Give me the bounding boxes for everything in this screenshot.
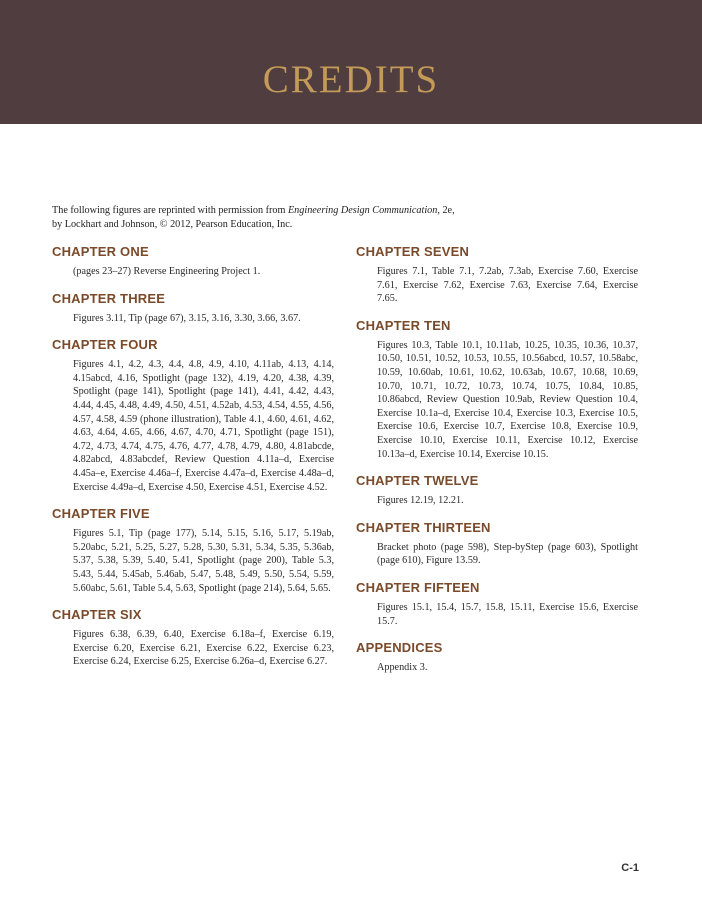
chapter-credits: Figures 3.11, Tip (page 67), 3.15, 3.16, 3.30, 3.66, 3.67. [73, 312, 301, 324]
right-column [356, 244, 638, 687]
chapter-section [356, 520, 638, 568]
chapter-section [52, 506, 334, 595]
chapter-heading: CHAPTER ONE [52, 244, 149, 259]
book-title: Engineering Design Communication [287, 205, 438, 216]
chapter-heading: CHAPTER FOUR [52, 337, 158, 353]
chapter-credits: Figures 6.38, 6.39, 6.40, Exercise 6.18a–f, Exercise 6.19, Exercise 6.20, Exercise 6.21, Exercise 6.22, Exercise 6.23, Exercise 6.24, Exercise 6.25, Exercise 6.26a–d, Exercise 6.27. [73, 629, 334, 668]
chapter-credits: Figures 10.3, Table 10.1, 10.11ab, 10.25, 10.35, 10.36, 10.37, 10.50, 10.51, 10.52, 10.53, 10.55, 10.56abcd, 10.57, 10.58abc, 10.59, 10.60ab, 10.61, 10.62, 10.63ab, 10.67, 10.68, 10.69, 10.70, 10.71, 10.72, 10.73, 10.74, 10.75, 10.84, 10.85, 10.86abcd, Review Question 10.9ab, Review Question 10.4, Exercise 10.1a–d, Exercise 10.4, Exercise 10.3, Exercise 10.5, Exercise 10.6, Exercise 10.7, Exercise 10.8, Exercise 10.9, Exercise 10.10, Exercise 10.11, Exercise 10.12, Exercise 10.13a–d, Exercise 10.14, Exercise 10.15. [377, 339, 638, 460]
left-column [52, 244, 334, 681]
chapter-section [52, 244, 334, 279]
chapter-heading: CHAPTER TEN [356, 317, 451, 333]
chapter-section [356, 640, 638, 675]
chapter-heading: CHAPTER THIRTEEN [356, 519, 491, 535]
chapter-section [356, 580, 638, 628]
chapter-section [356, 244, 638, 306]
chapter-credits: (pages 23–27) Reverse Engineering Project 1. [73, 266, 261, 277]
intro-text-edition: , 2e, [437, 205, 455, 216]
chapter-credits: Bracket photo (page 598), Step-byStep (page 603), Spotlight (page 610), Figure 13.59. [377, 541, 638, 567]
chapter-heading: CHAPTER FIVE [52, 506, 150, 522]
chapter-credits: Appendix 3. [377, 662, 428, 674]
chapter-section [356, 318, 638, 461]
chapter-heading: CHAPTER FIFTEEN [356, 579, 480, 595]
page-title: CREDITS [262, 58, 440, 101]
chapter-heading: CHAPTER SEVEN [356, 244, 470, 259]
chapter-credits: Figures 7.1, Table 7.1, 7.2ab, 7.3ab, Exercise 7.60, Exercise 7.61, Exercise 7.62, Exercise 7.63, Exercise 7.64, Exercise 7.65. [377, 266, 638, 305]
intro-text-publisher: by Lockhart and Johnson, © 2012, Pearson Education, Inc. [52, 219, 293, 230]
chapter-credits: Figures 4.1, 4.2, 4.3, 4.4, 4.8, 4.9, 4.10, 4.11ab, 4.13, 4.14, 4.15abcd, 4.16, Spotlight (page 132), 4.19, 4.20, 4.38, 4.39, Spotlight (page 141), Spotlight (page 141), 4.41, 4.42, 4.43, 4.44, 4.45, 4.48, 4.49, 4.50, 4.51, 4.52ab, 4.53, 4.54, 4.55, 4.56, 4.57, 4.58, 4.59 (phone illustration), Table 4.1, 4.60, 4.61, 4.62, 4.63, 4.64, 4.65, 4.66, 4.67, 4.70, 4.71, Spotlight (page 151), 4.72, 4.73, 4.74, 4.75, 4.76, 4.77, 4.78, 4.79, 4.80, 4.81abcde, 4.82abcd, 4.83abcdef, Review Question 4.11a–d, Exercise 4.45a–e, Exercise 4.46a–f, Exercise 4.47a–d, Exercise 4.48a–d, Exercise 4.49a–d, Exercise 4.50, Exercise 4.51, Exercise 4.52. [73, 359, 334, 493]
chapter-heading: CHAPTER TWELVE [356, 473, 479, 489]
title-banner [0, 0, 702, 124]
chapter-credits: Figures 5.1, Tip (page 177), 5.14, 5.15, 5.16, 5.17, 5.19ab, 5.20abc, 5.21, 5.25, 5.27, 5.28, 5.30, 5.31, 5.34, 5.35, 5.36ab, 5.37, 5.38, 5.39, 5.40, 5.41, Spotlight (page 200), Table 5.3, 5.43, 5.44, 5.45ab, 5.46ab, 5.47, 5.48, 5.49, 5.50, 5.54, 5.59, 5.60abc, 5.61, Table 5.4, 5.63, Spotlight (page 214), 5.64, 5.65. [73, 528, 334, 594]
page-number: C-1 [621, 862, 639, 874]
chapter-credits: Figures 12.19, 12.21. [377, 495, 464, 507]
intro-text-start: The following figures are reprinted with permission from [52, 205, 288, 216]
chapter-section [356, 473, 638, 508]
chapter-heading: CHAPTER THREE [52, 290, 166, 306]
intro-paragraph [52, 204, 612, 232]
chapter-heading: CHAPTER SIX [52, 607, 142, 623]
chapter-credits: Figures 15.1, 15.4, 15.7, 15.8, 15.11, Exercise 15.6, Exercise 15.7. [377, 601, 638, 627]
chapter-section [52, 607, 334, 669]
chapter-heading: APPENDICES [356, 640, 443, 656]
chapter-section [52, 337, 334, 494]
chapter-section [52, 291, 334, 326]
